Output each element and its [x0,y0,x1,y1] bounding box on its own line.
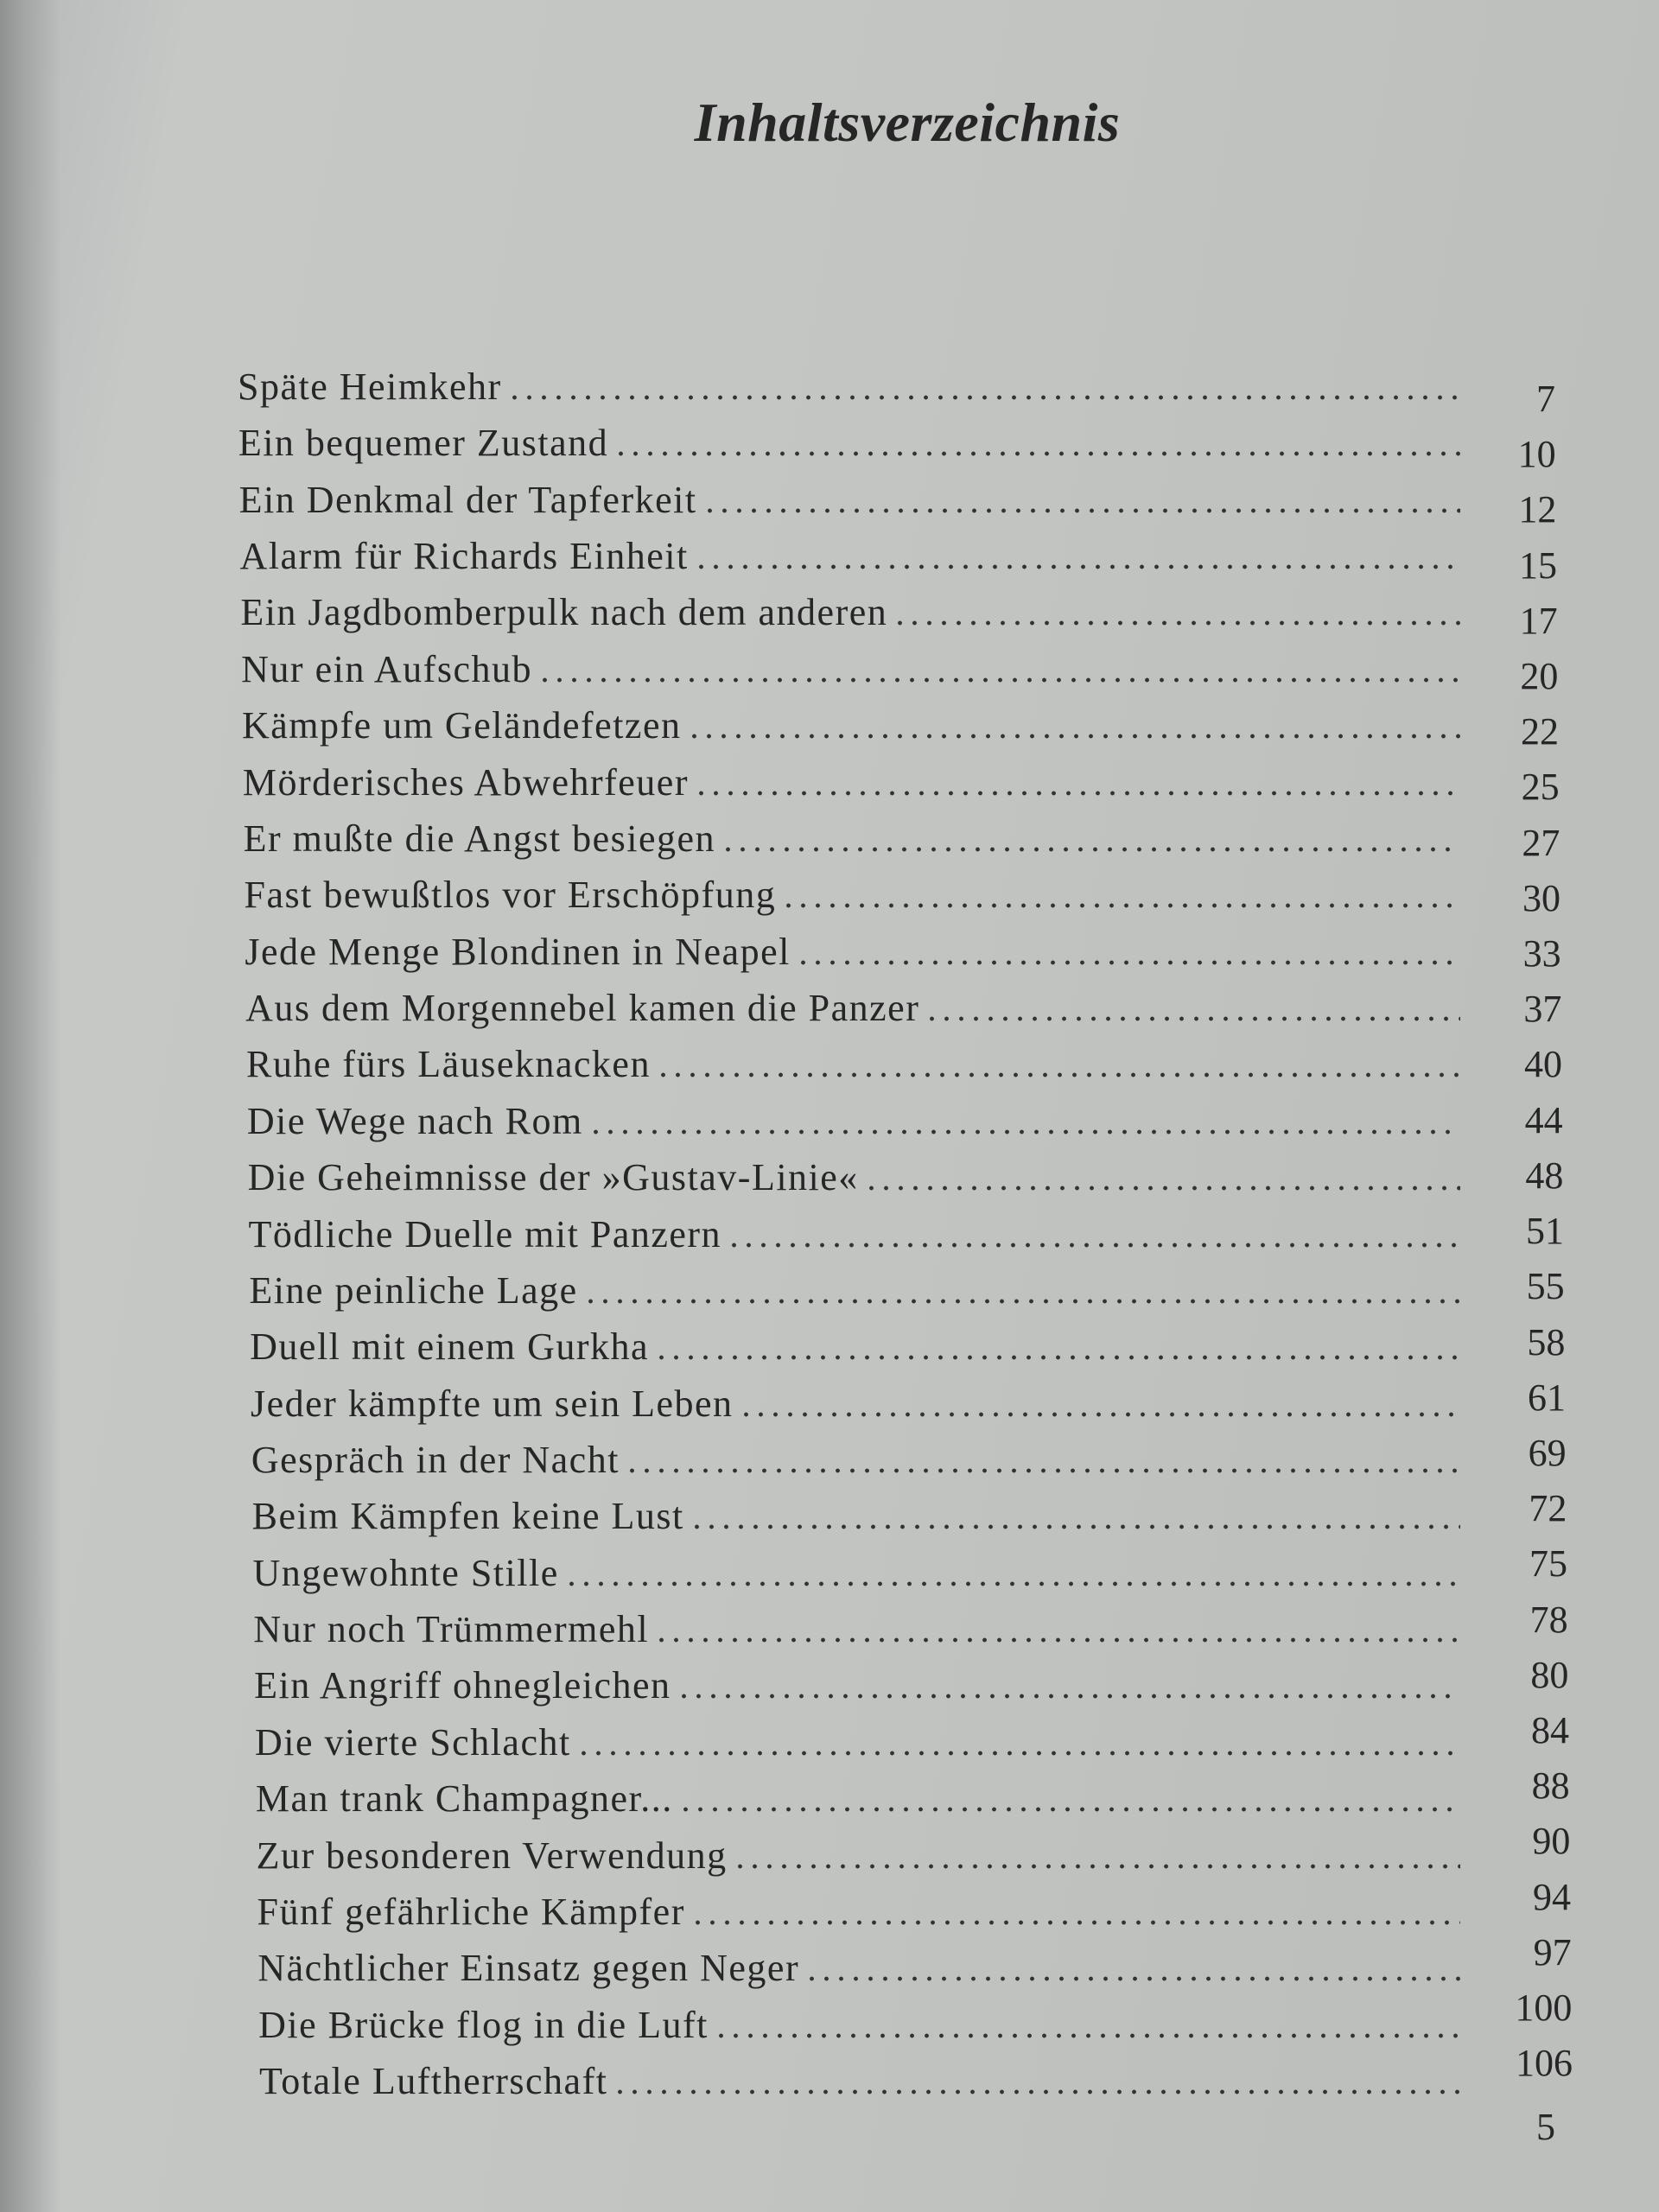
toc-entry-page: 51 [1526,1210,1564,1253]
toc-entry [240,582,1460,632]
toc-entry-page: 78 [1529,1598,1568,1641]
dot-leader [702,507,1460,514]
dot-leader [613,2088,1460,2095]
dot-leader [677,1693,1460,1700]
dot-leader [781,902,1460,909]
toc-entry [244,808,1460,858]
dot-leader [690,1523,1460,1530]
toc-entry-page: 94 [1533,1875,1571,1918]
toc-entry [250,1316,1460,1369]
toc-entry-title: Alarm für Richards Einheit [239,535,689,578]
toc-entry [243,752,1460,802]
toc-entry-title: Er mußte die Angst besiegen [243,817,716,860]
toc-entry-title: Kämpfe um Geländefetzen [242,704,682,747]
toc-entry-title: Jeder kämpfte um sein Leben [251,1382,734,1425]
toc-entry [249,1260,1460,1310]
toc-entry-title: Ungewohnte Stille [252,1551,559,1594]
toc-entry-title: Tödliche Duelle mit Panzern [248,1212,722,1255]
toc-entry [257,1881,1461,1931]
toc-entry-title: Beim Kämpfen keine Lust [251,1495,684,1538]
dot-leader [613,450,1460,457]
dot-leader [654,1354,1460,1361]
toc-entry [257,1825,1460,1875]
dot-leader [721,846,1460,853]
dot-leader [654,1637,1460,1643]
toc-entry-page: 17 [1519,599,1558,642]
toc-entry [239,469,1460,519]
dot-leader [687,733,1461,740]
toc-entry [255,1768,1460,1821]
toc-entry-title: Ein bequemer Zustand [238,422,609,465]
toc-entry-page: 44 [1524,1098,1563,1141]
toc-entry-page: 37 [1523,988,1562,1031]
toc-entry-page: 40 [1524,1043,1562,1086]
toc-entry-page: 90 [1532,1820,1571,1863]
toc-entry-page: 22 [1521,710,1559,753]
toc-entry-page: 55 [1526,1265,1565,1308]
toc-entry-title: Fünf gefährliche Kämpfer [257,1890,685,1933]
page-number: 5 [1536,2106,1555,2148]
toc-entry [245,921,1460,971]
toc-entry-page: 33 [1522,932,1561,976]
toc-entry [241,639,1460,689]
toc-entry-page: 106 [1516,2042,1573,2085]
toc-entry-title: Duell mit einem Gurkha [250,1325,650,1369]
toc-entry-page: 7 [1536,378,1555,420]
toc-entry-title: Eine peinliche Lage [249,1268,578,1312]
toc-entry-title: Nächtlicher Einsatz gegen Neger [257,1947,800,1990]
toc-entry-title: Die Wege nach Rom [246,1099,583,1142]
toc-entry-page: 20 [1520,655,1559,698]
toc-entry-page: 48 [1525,1154,1564,1197]
dot-leader [739,1411,1460,1418]
dot-leader [588,1128,1460,1135]
dot-leader [678,1806,1460,1813]
dot-leader [656,1071,1460,1078]
toc-entry-page: 15 [1519,543,1557,587]
toc-entry-title: Ein Angriff ohnegleichen [254,1664,671,1707]
toc-entry-page: 80 [1530,1653,1569,1696]
dot-leader [690,1919,1460,1926]
toc-entry-page: 88 [1531,1764,1570,1808]
toc-entry-title: Fast bewußtlos vor Erschöpfung [244,874,777,917]
toc-entry-title: Zur besonderen Verwendung [256,1834,728,1877]
toc-entry-page: 25 [1521,766,1560,809]
toc-entry [258,1994,1460,2044]
toc-entry-title: Nur noch Trümmermehl [253,1608,650,1651]
dot-leader [733,1863,1460,1870]
toc-entry-title: Nur ein Aufschub [241,647,532,690]
toc-entry-page: 69 [1528,1431,1567,1474]
toc-entry-title: Die Geheimnisse der »Gustav-Linie« [247,1156,859,1199]
toc-entry-page: 10 [1517,433,1556,476]
dot-leader [576,1750,1460,1757]
toc-entry [242,695,1460,745]
toc-entry-title: Späte Heimkehr [238,365,502,408]
toc-entry-title: Gespräch in der Nacht [251,1438,620,1481]
toc-entry [238,412,1460,465]
toc-entry-page: 100 [1515,1986,1573,2029]
dot-leader [564,1580,1460,1587]
toc-entry [253,1599,1460,1649]
toc-entry-page: 58 [1527,1320,1566,1363]
toc-entry-title: Aus dem Morgennebel kamen die Panzer [245,987,920,1030]
dot-leader [625,1467,1460,1474]
dot-leader [864,1185,1460,1192]
dot-leader [507,394,1460,401]
dot-leader [694,790,1460,797]
toc-entry-page: 75 [1529,1542,1567,1586]
toc-entry-title: Totale Luftherrschaft [259,2060,608,2102]
toc-entry [244,864,1461,917]
toc-entry [245,977,1460,1030]
toc-entry [253,1542,1461,1592]
dot-leader [893,620,1460,626]
toc-entry [255,1712,1460,1762]
toc-entry-title: Ein Denkmal der Tapferkeit [238,478,697,521]
toc-entry-title: Ruhe fürs Läuseknacken [246,1043,651,1086]
toc-entry [247,1090,1460,1141]
dot-leader [804,1975,1460,1982]
toc-entry-page: 30 [1522,876,1560,919]
dot-leader [796,959,1460,966]
toc-entry-page: 61 [1528,1376,1566,1419]
toc-entry [251,1485,1460,1538]
toc-entry-page: 12 [1518,488,1557,531]
page-title: Inhaltsverzeichnis [694,92,1121,153]
dot-leader [714,2032,1460,2039]
toc-entry [246,1033,1460,1084]
toc-entry-page: 27 [1522,821,1560,864]
toc-entry [238,356,1460,406]
toc-entry [239,525,1461,578]
toc-entry [249,1204,1461,1254]
toc-entry-page: 84 [1531,1708,1569,1751]
dot-leader [583,1298,1460,1305]
toc-entry-title: Die vierte Schlacht [255,1720,571,1764]
toc-entry-title: Die Brücke flog in die Luft [258,2003,709,2046]
toc-entry-title: Jede Menge Blondinen in Neapel [245,930,791,973]
toc-entry-page: 97 [1533,1930,1572,1974]
toc-entry [257,1937,1460,1990]
toc-entry [259,2050,1460,2101]
dot-leader [537,677,1460,683]
toc-entry-title: Man trank Champagner... [255,1777,673,1821]
toc-entry-page: 72 [1529,1487,1567,1530]
toc-entry [251,1429,1460,1479]
dot-leader [727,1242,1460,1249]
dot-leader [925,1015,1460,1022]
toc-entry [251,1373,1460,1423]
toc-entry [248,1147,1460,1197]
dot-leader [694,563,1460,570]
toc-entry-title: Ein Jagdbomberpulk nach dem anderen [240,591,888,634]
toc-entry-title: Mörderisches Abwehrfeuer [242,760,689,804]
toc-entry [254,1655,1460,1705]
